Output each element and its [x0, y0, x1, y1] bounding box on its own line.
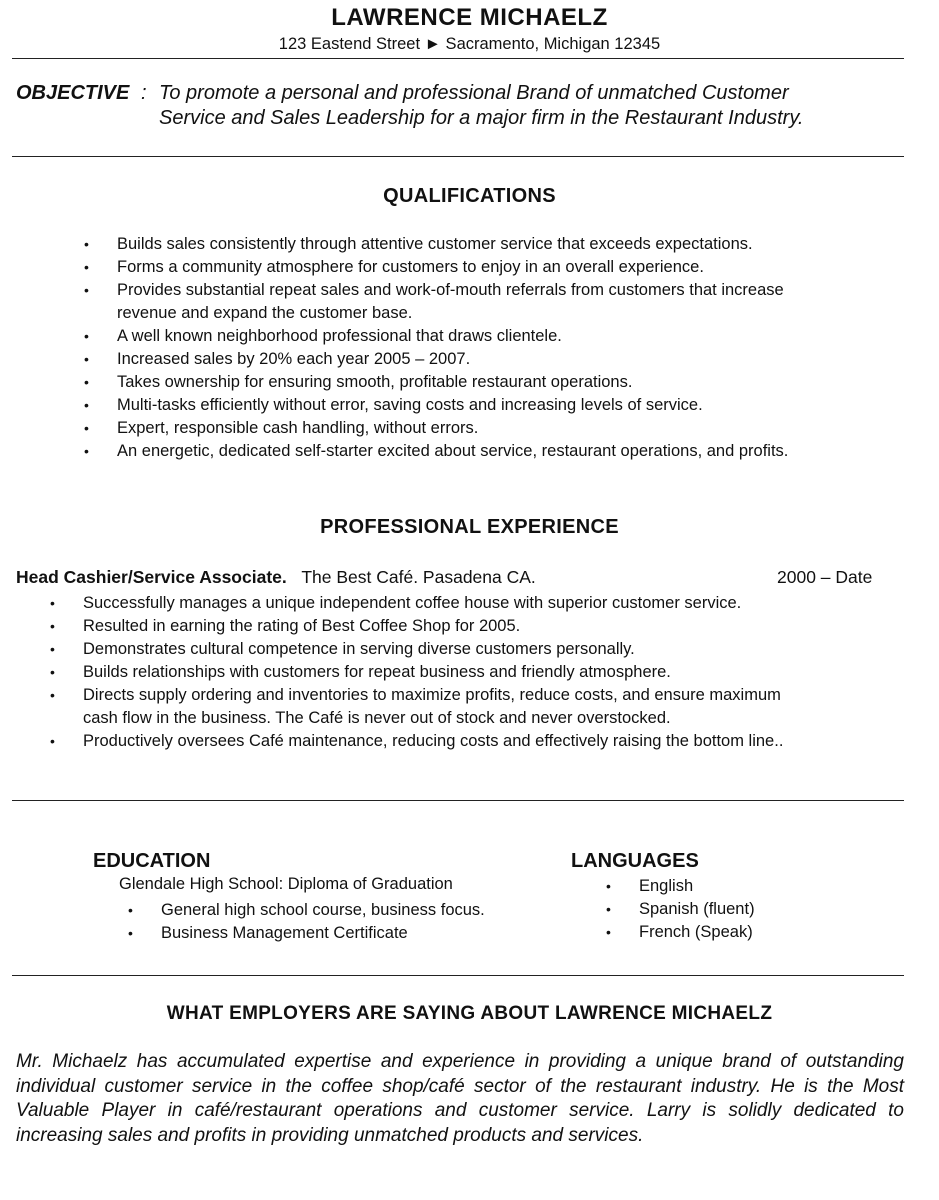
resume-name: LAWRENCE MICHAELZ	[331, 4, 608, 31]
education-heading: EDUCATION	[93, 850, 211, 872]
testimonial-text: Mr. Michaelz has accumulated expertise and experience in providing a unique brand of outstanding individual customer service in the coffee shop/café sector of the restaurant industry. He is the Most Valuable Player in café/restaurant operations and customer service. Larry is solidly dedicated to increasing sales and profits in providing unmatched products and services.	[16, 1051, 904, 1146]
bullet-icon: •	[606, 878, 611, 894]
bullet-icon: •	[128, 925, 133, 941]
bullet-icon: •	[84, 236, 89, 252]
education-school: Glendale High School: Diploma of Graduation	[119, 875, 453, 893]
objective-text-line-2: Service and Sales Leadership for a major firm in the Restaurant Industry.	[159, 107, 804, 129]
bullet-icon: •	[84, 443, 89, 459]
divider	[12, 58, 904, 59]
bullet-icon: •	[606, 924, 611, 940]
list-item: • Spanish (fluent)	[639, 898, 889, 921]
list-item: • Directs supply ordering and inventories to maximize profits, reduce costs, and ensure maximum	[83, 684, 903, 707]
objective-colon: :	[141, 82, 147, 104]
list-item: • Builds relationships with customers for repeat business and friendly atmosphere.	[83, 661, 903, 684]
bullet-icon: •	[84, 420, 89, 436]
experience-heading: PROFESSIONAL EXPERIENCE	[320, 516, 619, 538]
bullet-icon: •	[84, 397, 89, 413]
bullet-icon: •	[50, 687, 55, 703]
job-header	[16, 567, 536, 588]
list-item: • A well known neighborhood professional that draws clientele.	[117, 325, 907, 348]
list-item: • Expert, responsible cash handling, without errors.	[117, 417, 907, 440]
experience-list	[50, 592, 903, 753]
divider	[12, 975, 904, 976]
list-item: • Increased sales by 20% each year 2005 – 2007.	[117, 348, 907, 371]
list-item: • Business Management Certificate	[161, 922, 561, 945]
list-item: • Multi-tasks efficiently without error, saving costs and increasing levels of service.	[117, 394, 907, 417]
job-title: Head Cashier/Service Associate.	[16, 567, 287, 587]
list-item: • Resulted in earning the rating of Best Coffee Shop for 2005.	[83, 615, 903, 638]
bullet-icon: •	[50, 733, 55, 749]
list-item: • Forms a community atmosphere for customers to enjoy in an overall experience.	[117, 256, 907, 279]
languages-heading: LANGUAGES	[571, 850, 699, 872]
bullet-icon: •	[50, 641, 55, 657]
education-list	[128, 899, 561, 945]
list-item: • Successfully manages a unique independent coffee house with superior customer service.	[83, 592, 903, 615]
bullet-icon: •	[84, 259, 89, 275]
list-item: • General high school course, business focus.	[161, 899, 561, 922]
list-item: • Productively oversees Café maintenance, reducing costs and effectively raising the bottom line..	[83, 730, 903, 753]
qualifications-list	[84, 233, 907, 463]
divider	[12, 800, 904, 801]
bullet-icon: •	[606, 901, 611, 917]
list-item-continuation: revenue and expand the customer base.	[117, 304, 413, 322]
bullet-icon: •	[84, 328, 89, 344]
bullet-icon: •	[84, 374, 89, 390]
list-item-continuation: cash flow in the business. The Café is never out of stock and never overstocked.	[83, 709, 671, 727]
testimonial-heading: WHAT EMPLOYERS ARE SAYING ABOUT LAWRENCE MICHAELZ	[166, 1003, 773, 1024]
list-item: • An energetic, dedicated self-starter excited about service, restaurant operations, and profits.	[117, 440, 907, 463]
bullet-icon: •	[50, 618, 55, 634]
divider	[12, 156, 904, 157]
bullet-icon: •	[128, 902, 133, 918]
job-dates: 2000 – Date	[777, 567, 873, 587]
employer: The Best Café. Pasadena CA.	[301, 567, 536, 587]
bullet-icon: •	[50, 595, 55, 611]
list-item: • Demonstrates cultural competence in serving diverse customers personally.	[83, 638, 903, 661]
objective-text-line-1: To promote a personal and professional Brand of unmatched Customer	[159, 82, 789, 104]
objective-label: OBJECTIVE	[16, 82, 130, 104]
languages-list	[606, 875, 889, 944]
bullet-icon: •	[50, 664, 55, 680]
list-item: • English	[639, 875, 889, 898]
bullet-icon: •	[84, 351, 89, 367]
list-item: • French (Speak)	[639, 921, 889, 944]
list-item: • Provides substantial repeat sales and work-of-mouth referrals from customers that increase	[117, 279, 907, 302]
list-item: • Builds sales consistently through attentive customer service that exceeds expectations.	[117, 233, 907, 256]
list-item: • Takes ownership for ensuring smooth, profitable restaurant operations.	[117, 371, 907, 394]
qualifications-heading: QUALIFICATIONS	[383, 185, 556, 207]
address-line: 123 Eastend Street ► Sacramento, Michigan 12345	[278, 35, 661, 53]
bullet-icon: •	[84, 282, 89, 298]
